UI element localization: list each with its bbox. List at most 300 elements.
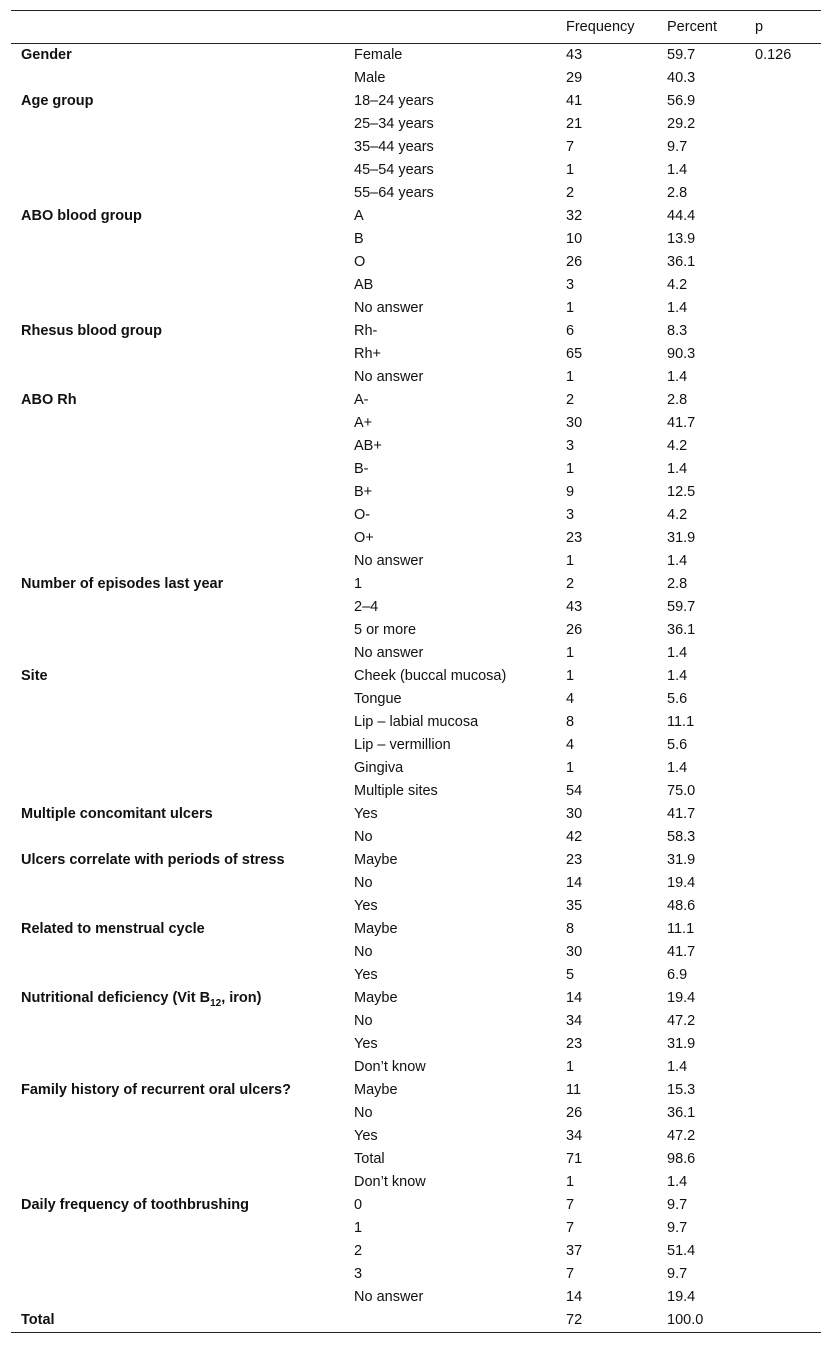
cell-variable <box>11 964 344 987</box>
cell-percent: 1.4 <box>667 369 688 385</box>
cell-frequency: 14 <box>566 990 583 1006</box>
cell-p: 0.126 <box>755 47 792 63</box>
cell-frequency: 10 <box>566 231 583 247</box>
cell-variable <box>11 527 344 550</box>
cell-p <box>745 389 821 412</box>
cell-percent: 12.5 <box>667 484 696 500</box>
table-body <box>11 44 821 1333</box>
cell-percent: 4.2 <box>667 438 688 454</box>
cell-frequency: 11 <box>566 1082 582 1098</box>
table-row <box>11 1217 821 1240</box>
cell-percent: 19.4 <box>667 875 696 891</box>
cell-category: O+ <box>354 530 374 546</box>
table-row <box>11 274 821 297</box>
cell-variable <box>11 297 344 320</box>
table-row <box>11 849 821 872</box>
cell-frequency: 42 <box>566 829 583 845</box>
cell-category: O <box>354 254 366 270</box>
cell-category: No answer <box>354 300 424 316</box>
table-row <box>11 1171 821 1194</box>
cell-frequency: 54 <box>566 783 583 799</box>
cell-percent: 8.3 <box>667 323 688 339</box>
cell-variable <box>11 228 344 251</box>
cell-percent: 75.0 <box>667 783 696 799</box>
table-row <box>11 67 821 90</box>
table-row <box>11 619 821 642</box>
cell-percent: 98.6 <box>667 1151 696 1167</box>
cell-frequency: 7 <box>566 1220 575 1236</box>
table-row <box>11 573 821 596</box>
cell-variable <box>11 274 344 297</box>
cell-p <box>745 274 821 297</box>
cell-category: B+ <box>354 484 373 500</box>
cell-variable <box>11 412 344 435</box>
cell-p <box>745 550 821 573</box>
cell-variable: Total <box>21 1312 55 1328</box>
cell-variable <box>11 435 344 458</box>
table-row <box>11 711 821 734</box>
cell-frequency: 9 <box>566 484 575 500</box>
cell-percent: 59.7 <box>667 599 696 615</box>
cell-variable: Gender <box>21 47 72 63</box>
cell-percent: 13.9 <box>667 231 696 247</box>
cell-category: 18–24 years <box>354 93 434 109</box>
table-row <box>11 642 821 665</box>
table-row <box>11 1102 821 1125</box>
cell-category: No answer <box>354 645 424 661</box>
cell-percent: 1.4 <box>667 1174 688 1190</box>
header-frequency: Frequency <box>566 19 635 35</box>
cell-frequency: 2 <box>566 392 575 408</box>
cell-variable <box>11 481 344 504</box>
table-row <box>11 412 821 435</box>
cell-percent: 1.4 <box>667 162 688 178</box>
cell-variable <box>11 1010 344 1033</box>
table-row <box>11 1033 821 1056</box>
cell-category: Lip – labial mucosa <box>354 714 479 730</box>
table-row <box>11 1056 821 1079</box>
cell-p <box>745 1240 821 1263</box>
cell-category: Don’t know <box>354 1059 426 1075</box>
cell-frequency: 6 <box>566 323 575 339</box>
cell-frequency: 4 <box>566 737 575 753</box>
cell-category: 3 <box>354 1266 363 1282</box>
table-row <box>11 826 821 849</box>
cell-frequency: 23 <box>566 1036 583 1052</box>
cell-p <box>745 205 821 228</box>
cell-frequency: 26 <box>566 254 583 270</box>
cell-frequency: 35 <box>566 898 583 914</box>
cell-percent: 1.4 <box>667 461 688 477</box>
cell-p <box>745 780 821 803</box>
cell-category: 25–34 years <box>354 116 434 132</box>
cell-p <box>745 964 821 987</box>
cell-percent: 36.1 <box>667 254 696 270</box>
cell-frequency: 65 <box>566 346 583 362</box>
cell-frequency: 72 <box>566 1312 583 1328</box>
cell-category: Lip – vermillion <box>354 737 451 753</box>
cell-variable <box>11 182 344 205</box>
cell-variable <box>11 550 344 573</box>
cell-category: Male <box>354 70 386 86</box>
cell-category: Yes <box>354 1128 378 1144</box>
table-row <box>11 665 821 688</box>
cell-percent: 44.4 <box>667 208 696 224</box>
cell-variable <box>11 688 344 711</box>
cell-p <box>745 688 821 711</box>
cell-percent: 2.8 <box>667 392 688 408</box>
header-percent: Percent <box>667 19 717 35</box>
cell-percent: 1.4 <box>667 553 688 569</box>
cell-category: Maybe <box>354 990 398 1006</box>
table-row <box>11 435 821 458</box>
cell-p <box>745 481 821 504</box>
cell-percent: 2.8 <box>667 576 688 592</box>
cell-category: No <box>354 829 373 845</box>
cell-p <box>745 113 821 136</box>
cell-percent: 47.2 <box>667 1128 696 1144</box>
cell-percent: 11.1 <box>667 921 695 937</box>
cell-percent: 41.7 <box>667 415 696 431</box>
cell-variable <box>11 251 344 274</box>
cell-variable: Age group <box>21 93 94 109</box>
table-row <box>11 918 821 941</box>
table-row <box>11 228 821 251</box>
cell-percent: 9.7 <box>667 1266 688 1282</box>
cell-variable <box>11 458 344 481</box>
cell-p <box>745 90 821 113</box>
cell-p <box>745 343 821 366</box>
cell-variable <box>11 780 344 803</box>
cell-variable <box>11 1148 344 1171</box>
cell-frequency: 7 <box>566 1197 575 1213</box>
table-row <box>11 734 821 757</box>
cell-percent: 29.2 <box>667 116 696 132</box>
cell-frequency: 7 <box>566 1266 575 1282</box>
cell-frequency: 3 <box>566 438 575 454</box>
cell-category: Yes <box>354 1036 378 1052</box>
cell-percent: 1.4 <box>667 300 688 316</box>
cell-variable <box>11 1263 344 1286</box>
cell-frequency: 1 <box>566 760 575 776</box>
cell-category: AB <box>354 277 374 293</box>
cell-category: 2 <box>354 1243 363 1259</box>
cell-category: Yes <box>354 898 378 914</box>
cell-percent: 40.3 <box>667 70 696 86</box>
cell-variable <box>11 1033 344 1056</box>
cell-p <box>745 1102 821 1125</box>
cell-category: Yes <box>354 806 378 822</box>
cell-percent: 1.4 <box>667 645 688 661</box>
cell-frequency: 14 <box>566 875 583 891</box>
cell-frequency: 5 <box>566 967 575 983</box>
cell-frequency: 23 <box>566 530 583 546</box>
cell-percent: 36.1 <box>667 1105 696 1121</box>
cell-p <box>745 251 821 274</box>
table-row <box>11 343 821 366</box>
table-row <box>11 44 821 68</box>
cell-frequency: 1 <box>566 369 575 385</box>
cell-p <box>745 412 821 435</box>
cell-percent: 4.2 <box>667 277 688 293</box>
table-row <box>11 1263 821 1286</box>
cell-frequency: 26 <box>566 1105 583 1121</box>
cell-frequency: 1 <box>566 553 575 569</box>
cell-p <box>745 872 821 895</box>
cell-p <box>745 711 821 734</box>
table-row <box>11 895 821 918</box>
cell-percent: 36.1 <box>667 622 696 638</box>
table-row <box>11 251 821 274</box>
cell-percent: 6.9 <box>667 967 688 983</box>
cell-p <box>745 1286 821 1309</box>
cell-percent: 9.7 <box>667 139 688 155</box>
table-row <box>11 987 821 1010</box>
cell-p <box>745 1079 821 1102</box>
cell-p <box>745 1194 821 1217</box>
cell-frequency: 34 <box>566 1128 583 1144</box>
cell-percent: 47.2 <box>667 1013 696 1029</box>
cell-category <box>344 1309 556 1333</box>
cell-variable <box>11 596 344 619</box>
cell-p <box>745 1033 821 1056</box>
header-variable <box>11 11 344 44</box>
cell-percent: 1.4 <box>667 668 688 684</box>
cell-frequency: 8 <box>566 714 575 730</box>
cell-frequency: 1 <box>566 162 575 178</box>
cell-frequency: 71 <box>566 1151 583 1167</box>
cell-category: No answer <box>354 1289 424 1305</box>
cell-percent: 2.8 <box>667 185 688 201</box>
cell-frequency: 30 <box>566 806 583 822</box>
cell-p <box>745 734 821 757</box>
cell-p <box>745 159 821 182</box>
cell-category: 1 <box>354 1220 363 1236</box>
table-row <box>11 366 821 389</box>
cell-category: Maybe <box>354 852 398 868</box>
cell-p <box>745 366 821 389</box>
cell-category: No <box>354 1105 373 1121</box>
cell-category: No answer <box>354 553 424 569</box>
cell-p <box>745 987 821 1010</box>
cell-frequency: 1 <box>566 461 575 477</box>
cell-variable <box>11 136 344 159</box>
table-row <box>11 527 821 550</box>
cell-p <box>745 458 821 481</box>
table-row <box>11 1079 821 1102</box>
cell-frequency: 1 <box>566 668 575 684</box>
header-row <box>11 11 821 44</box>
table-row <box>11 159 821 182</box>
cell-percent: 41.7 <box>667 806 696 822</box>
cell-p <box>745 619 821 642</box>
cell-variable <box>11 1217 344 1240</box>
table-row <box>11 688 821 711</box>
cell-percent: 19.4 <box>667 990 696 1006</box>
cell-p <box>745 803 821 826</box>
table-row <box>11 182 821 205</box>
cell-percent: 9.7 <box>667 1220 688 1236</box>
cell-p <box>745 849 821 872</box>
cell-variable: ABO Rh <box>21 392 77 408</box>
cell-variable: Rhesus blood group <box>21 323 162 339</box>
cell-variable <box>11 504 344 527</box>
cell-category: AB+ <box>354 438 382 454</box>
cell-category: 55–64 years <box>354 185 434 201</box>
cell-frequency: 2 <box>566 185 575 201</box>
table-row <box>11 504 821 527</box>
cell-percent: 31.9 <box>667 852 696 868</box>
header-category <box>344 11 556 44</box>
cell-category: No <box>354 875 373 891</box>
table-row <box>11 389 821 412</box>
cell-variable <box>11 159 344 182</box>
cell-percent: 56.9 <box>667 93 696 109</box>
cell-variable <box>11 366 344 389</box>
cell-variable <box>11 1125 344 1148</box>
cell-frequency: 1 <box>566 645 575 661</box>
cell-frequency: 43 <box>566 599 583 615</box>
cell-category: Total <box>354 1151 385 1167</box>
cell-p <box>745 665 821 688</box>
cell-percent: 15.3 <box>667 1082 696 1098</box>
table-row <box>11 780 821 803</box>
cell-category: Don’t know <box>354 1174 426 1190</box>
cell-p <box>745 826 821 849</box>
cell-p <box>745 596 821 619</box>
cell-frequency: 3 <box>566 507 575 523</box>
cell-p <box>745 573 821 596</box>
cell-variable <box>11 1102 344 1125</box>
cell-category: 1 <box>354 576 363 592</box>
cell-variable <box>11 734 344 757</box>
table-row <box>11 320 821 343</box>
cell-category: 2–4 <box>354 599 379 615</box>
table-row <box>11 1240 821 1263</box>
cell-p <box>745 1125 821 1148</box>
table-row <box>11 297 821 320</box>
cell-variable: Multiple concomitant ulcers <box>21 806 213 822</box>
cell-p <box>745 136 821 159</box>
cell-frequency: 1 <box>566 1174 575 1190</box>
cell-category: Female <box>354 47 403 63</box>
cell-category: B <box>354 231 364 247</box>
cell-frequency: 1 <box>566 1059 575 1075</box>
cell-category: B- <box>354 461 369 477</box>
cell-p <box>745 1217 821 1240</box>
cell-category: Rh- <box>354 323 378 339</box>
cell-variable <box>11 343 344 366</box>
cell-category: Yes <box>354 967 378 983</box>
cell-frequency: 26 <box>566 622 583 638</box>
cell-frequency: 29 <box>566 70 583 86</box>
cell-frequency: 21 <box>566 116 583 132</box>
cell-p <box>745 1171 821 1194</box>
cell-category: 5 or more <box>354 622 417 638</box>
cell-percent: 1.4 <box>667 760 688 776</box>
cell-p <box>745 895 821 918</box>
header-p: p <box>755 19 764 35</box>
cell-variable: Ulcers correlate with periods of stress <box>21 852 285 868</box>
cell-variable: Nutritional deficiency (Vit $B_{12}$, iron) <box>21 990 262 1009</box>
cell-variable <box>11 757 344 780</box>
cell-p <box>745 1263 821 1286</box>
cell-p <box>745 67 821 90</box>
cell-category: Multiple sites <box>354 783 438 799</box>
table-row <box>11 964 821 987</box>
cell-p <box>745 1010 821 1033</box>
cell-variable <box>11 619 344 642</box>
cell-percent: 41.7 <box>667 944 696 960</box>
cell-variable: Related to menstrual cycle <box>21 921 205 937</box>
cell-percent: 90.3 <box>667 346 696 362</box>
table-row <box>11 596 821 619</box>
table-row <box>11 550 821 573</box>
table-row <box>11 1010 821 1033</box>
cell-category: Gingiva <box>354 760 404 776</box>
cell-variable <box>11 113 344 136</box>
cell-percent: 58.3 <box>667 829 696 845</box>
cell-category: A+ <box>354 415 373 431</box>
cell-category: 0 <box>354 1197 363 1213</box>
table-row <box>11 1125 821 1148</box>
cell-frequency: 34 <box>566 1013 583 1029</box>
cell-variable <box>11 1240 344 1263</box>
cell-percent: 19.4 <box>667 1289 696 1305</box>
cell-p <box>745 182 821 205</box>
cell-category: Maybe <box>354 921 398 937</box>
cell-frequency: 43 <box>566 47 583 63</box>
table-container <box>11 10 821 1333</box>
cell-percent: 1.4 <box>667 1059 688 1075</box>
cell-percent: 9.7 <box>667 1197 688 1213</box>
cell-percent: 48.6 <box>667 898 696 914</box>
table-row <box>11 1194 821 1217</box>
cell-p <box>745 228 821 251</box>
cell-variable <box>11 1056 344 1079</box>
cell-category: Cheek (buccal mucosa) <box>354 668 507 684</box>
cell-p <box>745 757 821 780</box>
cell-p <box>745 435 821 458</box>
cell-category: O- <box>354 507 371 523</box>
cell-percent: 100.0 <box>667 1312 704 1328</box>
table-row <box>11 803 821 826</box>
cell-percent: 5.6 <box>667 691 688 707</box>
cell-category: A- <box>354 392 369 408</box>
cell-percent: 4.2 <box>667 507 688 523</box>
cell-frequency: 41 <box>566 93 583 109</box>
cell-p <box>745 642 821 665</box>
cell-percent: 59.7 <box>667 47 696 63</box>
cell-p <box>745 297 821 320</box>
cell-variable <box>11 1286 344 1309</box>
cell-percent: 31.9 <box>667 1036 696 1052</box>
table-row <box>11 1286 821 1309</box>
cell-frequency: 1 <box>566 300 575 316</box>
cell-variable: Site <box>21 668 48 684</box>
cell-variable: Family history of recurrent oral ulcers? <box>21 1082 291 1098</box>
cell-variable <box>11 711 344 734</box>
data-table <box>11 10 821 1333</box>
cell-variable: Number of episodes last year <box>21 576 224 592</box>
cell-category: 35–44 years <box>354 139 434 155</box>
table-row <box>11 205 821 228</box>
cell-category: No <box>354 1013 373 1029</box>
cell-p <box>745 1309 821 1333</box>
cell-variable <box>11 872 344 895</box>
cell-variable <box>11 826 344 849</box>
cell-p <box>745 918 821 941</box>
